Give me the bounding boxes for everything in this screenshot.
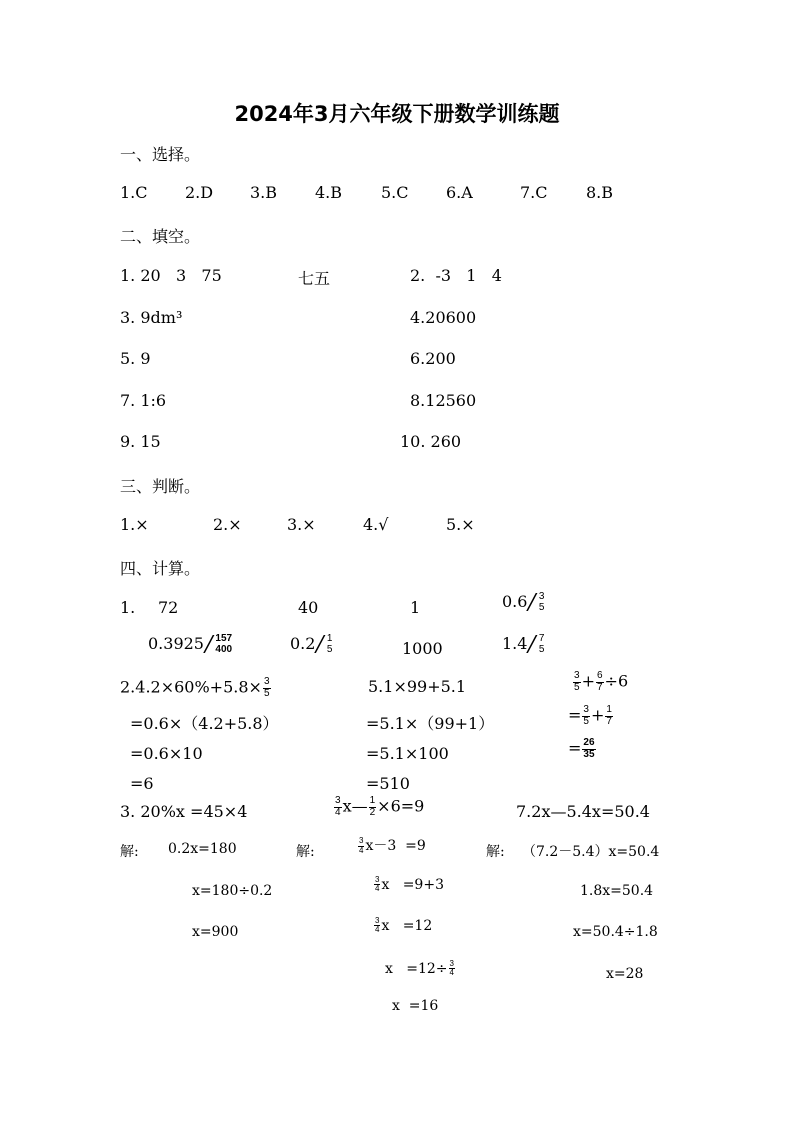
numerator: 1 (326, 633, 333, 644)
section-heading-fill: 二、填空。 (120, 227, 201, 246)
calc-q3-col1-line1: 0.2x=180 (168, 841, 237, 857)
denominator: 4 (375, 925, 380, 935)
calc-q3-col1-line2: x=180÷0.2 (192, 883, 273, 899)
fraction (374, 917, 380, 935)
calc-q3-col1-solve: 解: (120, 844, 139, 860)
answer-5-whole: 0.3925 (148, 634, 204, 653)
section-heading-judge: 三、判断。 (120, 477, 201, 496)
denominator: 7 (606, 715, 612, 727)
fraction (573, 671, 581, 693)
expression: x =12÷ (385, 960, 448, 977)
slash-symbol: / (202, 632, 216, 657)
fraction (263, 677, 271, 699)
fill-answer-2: 2. -3 1 4 (410, 266, 502, 285)
fill-answer-1: 1. 20 3 75 (120, 266, 222, 285)
judge-answer-5: 5.× (446, 515, 475, 534)
calc-q1-label: 1. (120, 598, 136, 617)
denominator: 5 (263, 687, 270, 699)
denominator: 2 (369, 806, 376, 818)
equals-sign: = (568, 705, 582, 725)
fraction (369, 796, 377, 818)
numerator: 7 (538, 633, 545, 644)
denominator: 5 (583, 715, 589, 727)
fraction (334, 796, 342, 818)
denominator: 5 (538, 643, 545, 655)
calc-q3-col3-line2: 1.8x=50.4 (580, 883, 654, 899)
denominator: 5 (574, 681, 580, 693)
numerator: 3 (538, 591, 545, 602)
judge-answer-2: 2.× (213, 515, 242, 534)
judge-answer-4: 4.√ (363, 515, 389, 534)
answer-4-whole: 0.6 (502, 592, 528, 611)
expression: x－3 =9 (365, 838, 426, 854)
expression: ×6=9 (377, 796, 425, 816)
calc-q3-col3-line3: x=50.4÷1.8 (573, 924, 658, 940)
fraction (449, 960, 455, 978)
section-heading-choice: 一、选择。 (120, 145, 201, 164)
answer-8-fraction (538, 634, 546, 655)
calc-q3-col3-solve: 解: (486, 844, 505, 860)
answer-4-fraction (538, 592, 546, 613)
slash-symbol: / (525, 632, 539, 657)
calc-q2-col3-line3 (568, 738, 597, 760)
fill-answer-7: 7. 1:6 (120, 391, 167, 410)
numerator: 3 (449, 959, 454, 968)
calc-q3-col2-line2 (373, 876, 444, 894)
answer-8-whole: 1.4 (502, 634, 528, 653)
calc-q3-eq2 (333, 796, 424, 818)
numerator: 3 (263, 676, 270, 687)
numerator: 157 (215, 633, 233, 644)
denominator: 5 (538, 601, 545, 613)
denominator: 4 (375, 884, 380, 894)
calc-q2-col2-line2: =5.1×（99+1） (366, 714, 495, 733)
fill-answer-9: 9. 15 (120, 432, 161, 451)
calc-q1-answer-5 (148, 632, 234, 657)
choice-answer-8: 8.B (586, 183, 614, 202)
numerator: 26 (583, 737, 595, 748)
numerator: 3 (375, 875, 380, 884)
operator: ÷6 (604, 671, 629, 691)
choice-answer-4: 4.B (315, 183, 343, 202)
choice-answer-1: 1.C (120, 183, 148, 202)
fill-answer-6: 6.200 (410, 349, 456, 368)
answer-5-fraction (214, 634, 233, 655)
calc-q2-col1-line4: =6 (130, 774, 154, 793)
calc-q2-col2-line4: =510 (366, 774, 410, 793)
calc-q3-col2-line3 (373, 917, 432, 935)
numerator: 6 (596, 670, 603, 681)
numerator: 1 (606, 704, 612, 715)
judge-answer-3: 3.× (287, 515, 316, 534)
calc-q1-answer-4 (502, 590, 546, 615)
numerator: 1 (369, 795, 376, 806)
calc-q1-answer-7: 1000 (402, 639, 443, 658)
answer-6-whole: 0.2 (290, 634, 316, 653)
fraction (582, 705, 590, 727)
fraction (605, 705, 613, 727)
calc-q2-col3-line2 (568, 705, 614, 727)
page-title: 2024年3月六年级下册数学训练题 (234, 102, 560, 126)
fraction (374, 876, 380, 894)
choice-answer-2: 2.D (185, 183, 214, 202)
choice-answer-3: 3.B (250, 183, 278, 202)
calc-q3-col2-solve: 解: (296, 844, 315, 860)
choice-answer-6: 6.A (446, 183, 473, 202)
calc-q1-answer-3: 1 (410, 598, 421, 617)
expression: x =12 (381, 917, 433, 934)
calc-q2-col2-line1: 5.1×99+5.1 (368, 677, 467, 696)
expression: x— (342, 796, 368, 816)
numerator: 3 (375, 916, 380, 925)
calc-q1-answer-6 (290, 632, 334, 657)
equation: 20%x =45×4 (140, 802, 248, 821)
fill-answer-8: 8.12560 (410, 391, 477, 410)
numerator: 3 (335, 795, 341, 806)
calc-q2-col1-line2: =0.6×（4.2+5.8） (130, 714, 279, 733)
denominator: 35 (583, 748, 595, 760)
numerator: 3 (583, 704, 589, 715)
choice-answer-7: 7.C (520, 183, 548, 202)
fill-answer-4: 4.20600 (410, 308, 477, 327)
calc-q1-answer-2: 40 (298, 598, 319, 617)
calc-q2-col2-line3: =5.1×100 (366, 744, 449, 763)
calc-q3-col1-line3: x=900 (192, 924, 239, 940)
calc-q3-col2-line4 (385, 960, 456, 978)
answer-6-fraction (326, 634, 334, 655)
denominator: 400 (215, 643, 233, 655)
equals-sign: = (568, 738, 582, 758)
denominator: 5 (326, 643, 333, 655)
expression: x =9+3 (381, 876, 444, 893)
calc-q2-col1-line1 (120, 677, 272, 699)
operator: + (581, 671, 595, 691)
section-heading-calc: 四、计算。 (120, 559, 201, 578)
calc-q2-col1-line3: =0.6×10 (130, 744, 203, 763)
calc-q1-answer-1: 72 (158, 598, 179, 617)
fill-answer-1-extra: 七五 (298, 269, 331, 288)
fraction (582, 738, 595, 760)
calc-q3-eq3: 7.2x—5.4x=50.4 (516, 802, 650, 821)
denominator: 4 (359, 845, 364, 855)
calc-q3-col2-line5: x =16 (392, 998, 439, 1014)
calc-q2-col3-line1 (572, 671, 628, 693)
numerator: 3 (359, 836, 364, 846)
denominator: 4 (335, 806, 341, 818)
judge-answer-1: 1.× (120, 515, 149, 534)
calc-q2-label: 2. (120, 677, 136, 697)
calc-q3-label: 3. (120, 802, 136, 821)
fill-answer-10: 10. 260 (400, 432, 462, 451)
calc-q3-col2-line1 (357, 835, 426, 855)
denominator: 7 (596, 681, 603, 693)
calc-q3-col3-line1: （7.2－5.4）x=50.4 (522, 844, 660, 860)
operator: + (590, 705, 605, 725)
numerator: 3 (574, 670, 580, 681)
slash-symbol: / (525, 590, 539, 615)
slash-symbol: / (313, 632, 327, 657)
expression: 4.2×60%+5.8× (135, 677, 262, 697)
denominator: 4 (449, 968, 454, 978)
calc-q1-answer-8 (502, 632, 546, 657)
fraction (596, 671, 604, 693)
fill-answer-3: 3. 9dm³ (120, 308, 183, 327)
calc-q3-col3-line4: x=28 (606, 966, 644, 982)
fraction (358, 837, 364, 855)
choice-answer-5: 5.C (381, 183, 409, 202)
fill-answer-5: 5. 9 (120, 349, 151, 368)
calc-q3-eq1 (120, 802, 247, 821)
